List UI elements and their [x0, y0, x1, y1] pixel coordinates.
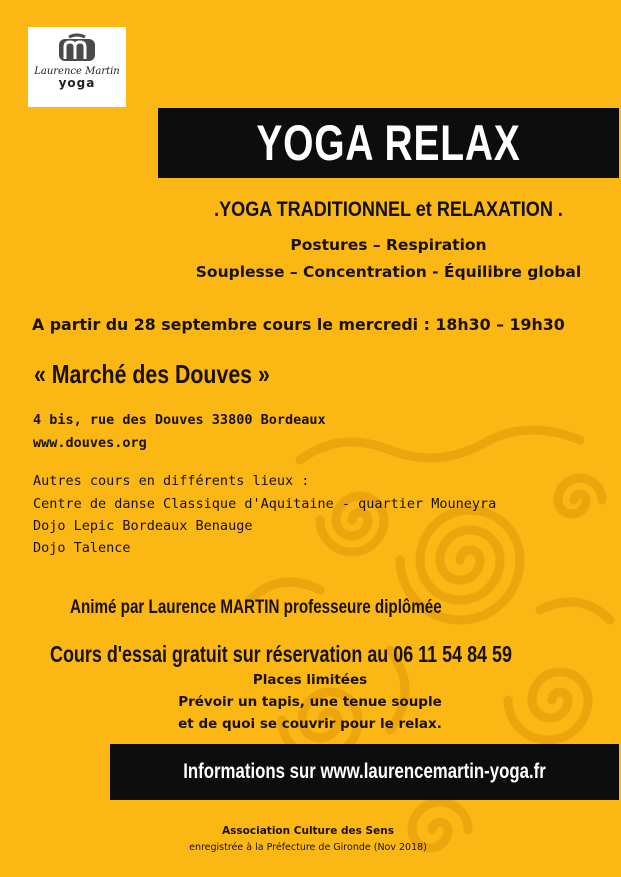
logo — [28, 27, 126, 107]
title-banner — [158, 108, 619, 178]
association-name: Association Culture des Sens — [222, 825, 394, 837]
location-item: Dojo Talence — [33, 540, 131, 556]
association-registration: enregistrée à la Préfecture de Gironde (Nov 2018) — [189, 842, 427, 853]
subtitle: .YOGA TRADITIONNEL et RELAXATION . — [214, 198, 563, 221]
bring-line-1: Prévoir un tapis, une tenue souple — [178, 694, 442, 710]
location-item: Centre de danse Classique d'Aquitaine - quartier Mouneyra — [33, 496, 497, 512]
info-website: Informations sur www.laurencemartin-yoga.fr — [183, 760, 546, 783]
teacher-line: Animé par Laurence MARTIN professeure diplômée — [70, 597, 442, 618]
venue-name: « Marché des Douves » — [34, 359, 270, 389]
other-locations-heading: Autres cours en différents lieux : — [33, 473, 310, 489]
bring-line-2: et de quoi se couvrir pour le relax. — [178, 716, 442, 732]
places-limited: Places limitées — [252, 672, 368, 688]
info-banner — [110, 744, 619, 800]
trial-offer: Cours d'essai gratuit sur réservation au 06 11 54 84 59 — [50, 641, 512, 667]
keywords-line-2: Souplesse – Concentration - Équilibre global — [195, 263, 582, 281]
schedule: A partir du 28 septembre cours le mercredi : 18h30 – 19h30 — [32, 315, 565, 334]
logo-mark-icon — [57, 33, 97, 65]
venue-website: www.douves.org — [33, 435, 147, 451]
logo-brand: yoga — [58, 76, 96, 90]
page-title: YOGA RELAX — [256, 115, 521, 171]
location-item: Dojo Lepic Bordeaux Benauge — [33, 518, 253, 534]
keywords-line-1: Postures – Respiration — [290, 236, 487, 254]
venue-address: 4 bis, rue des Douves 33800 Bordeaux — [33, 412, 326, 428]
logo-name: Laurence Martin — [34, 66, 120, 77]
